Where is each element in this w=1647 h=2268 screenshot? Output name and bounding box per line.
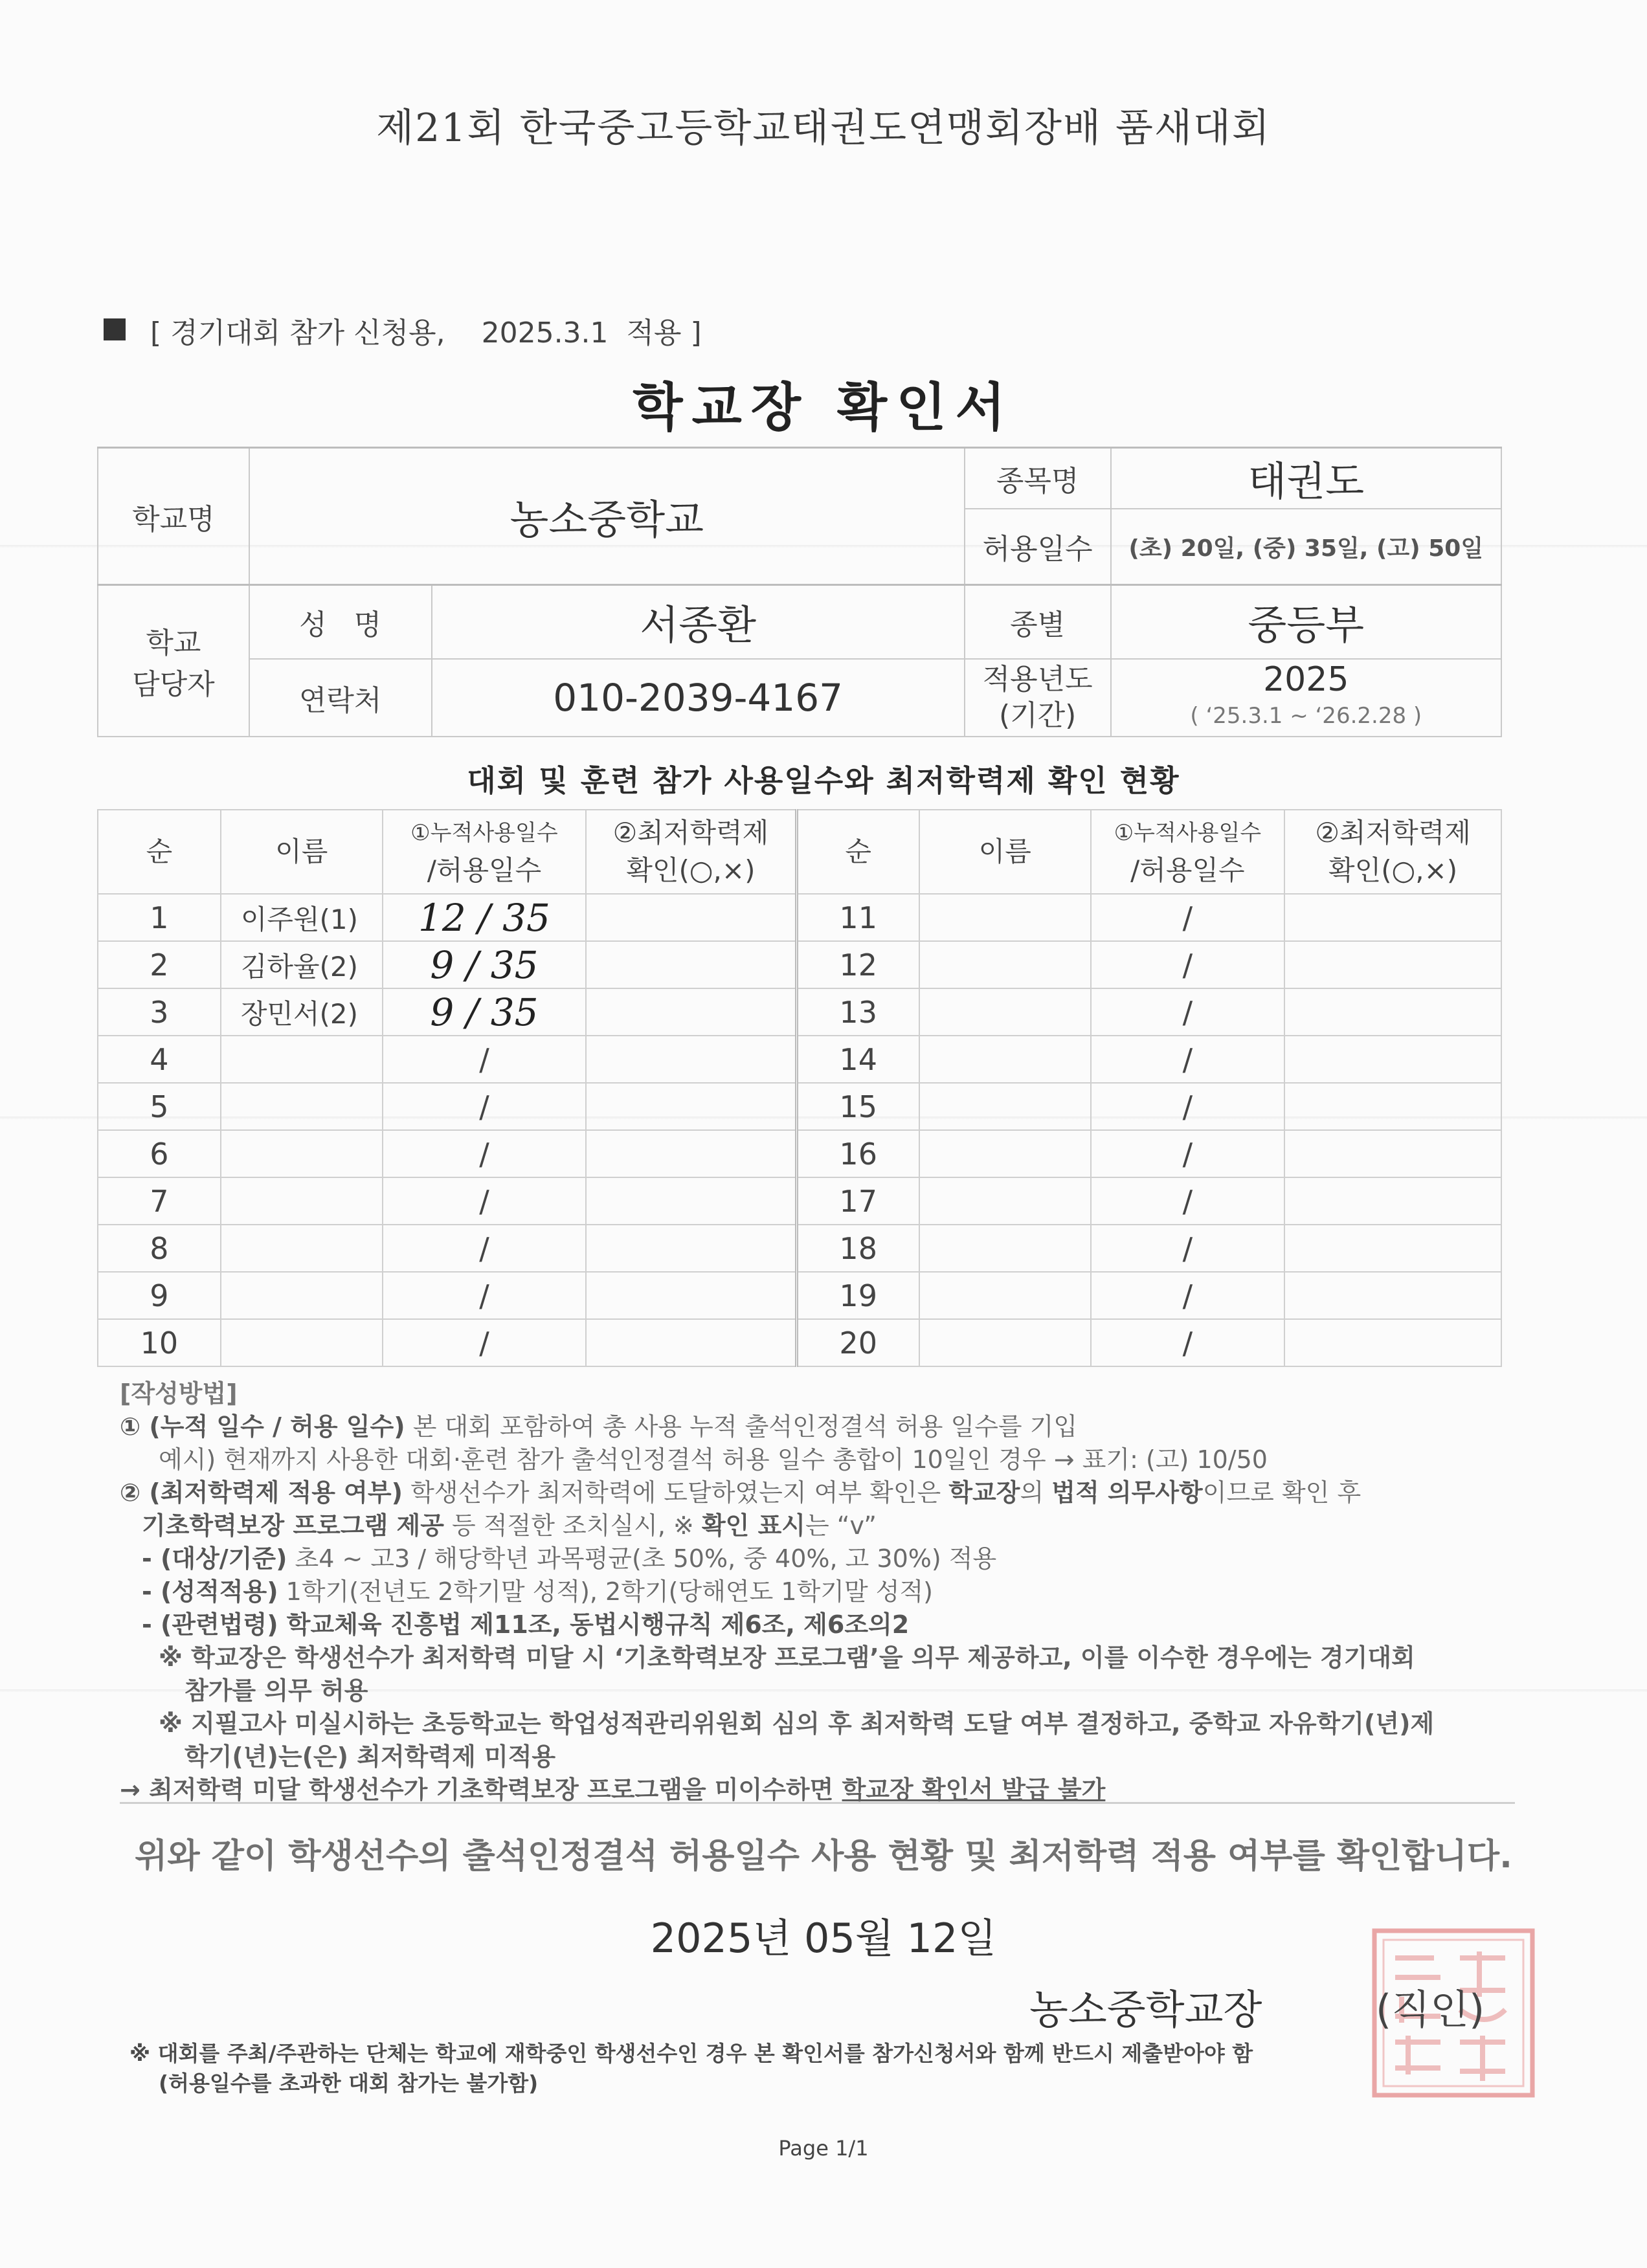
col-header-name: 이름 [919, 810, 1091, 894]
instruction-bold: ① (누적 일수 / 허용 일수) [120, 1412, 405, 1441]
division-label: 종별 [965, 585, 1111, 659]
event-label: 종목명 [965, 448, 1111, 509]
instruction-bold: 기초학력보장 프로그램 제공 [142, 1511, 444, 1540]
row-no: 15 [796, 1083, 919, 1130]
teacher-name-label: 성 명 [249, 585, 432, 659]
school-name-label: 학교명 [98, 448, 249, 585]
instruction-bold: - (대상/기준) [142, 1544, 287, 1573]
instruction-text: 1학기(전년도 2학기말 성적), 2학기(당해연도 1학기말 성적) [278, 1577, 934, 1606]
student-name [919, 1177, 1091, 1225]
row-no: 12 [796, 941, 919, 988]
row-no: 10 [98, 1319, 221, 1366]
col-header-days-line-2: /허용일수 [1130, 854, 1245, 886]
days-used: / [1091, 894, 1285, 941]
days-used: 9 / 35 [383, 988, 587, 1036]
table-row [98, 1272, 1501, 1319]
instruction-text: 등 적절한 조치실시, ※ [443, 1511, 702, 1540]
days-used: / [1091, 1130, 1285, 1177]
instruction-line: ※ 지필고사 미실시하는 초등학교는 학업성적관리위원회 심의 후 최저학력 도달 여부 결정하고, 중학교 자유학기(년)제 [159, 1709, 1435, 1738]
student-name: 김하율(2) [221, 941, 383, 988]
col-header-days-line-1: ①누적사용일수 [410, 820, 558, 846]
student-name [919, 988, 1091, 1036]
days-used: / [1091, 988, 1285, 1036]
min-grade-check [1284, 1130, 1501, 1177]
student-name [919, 1130, 1091, 1177]
row-no: 16 [796, 1130, 919, 1177]
allowed-days-label: 허용일수 [965, 509, 1111, 585]
row-no: 9 [98, 1272, 221, 1319]
days-used: / [1091, 1272, 1285, 1319]
col-header-days-line-1: ①누적사용일수 [1114, 820, 1262, 846]
student-name [919, 1319, 1091, 1366]
instruction-line: 학기(년)는(은) 최저학력제 미적용 [185, 1742, 556, 1771]
min-grade-check [586, 988, 796, 1036]
days-used: / [1091, 1083, 1285, 1130]
footnote [129, 2039, 1521, 2098]
row-no: 11 [796, 894, 919, 941]
table-row [98, 1130, 1501, 1177]
min-grade-check [1284, 894, 1501, 941]
year-number: 2025 [1263, 660, 1349, 699]
student-name [221, 1225, 383, 1272]
footnote-line-1: ※ 대회를 주최/주관하는 단체는 학교에 재학중인 학생선수인 경우 본 확인서를 참가신청서와 함께 반드시 제출받아야 함 [129, 2041, 1253, 2066]
contact-label: 연락처 [249, 659, 432, 737]
page-number: Page 1/1 [778, 2136, 869, 2161]
row-no: 13 [796, 988, 919, 1036]
min-grade-check [586, 1319, 796, 1366]
year-period: ( ‘25.3.1 ~ ‘26.2.28 ) [1190, 702, 1422, 729]
row-no: 1 [98, 894, 221, 941]
row-no: 18 [796, 1225, 919, 1272]
student-name [221, 1177, 383, 1225]
days-used: / [1091, 1319, 1285, 1366]
teacher-name-value: 서종환 [432, 585, 965, 659]
page-title: 학교장 확인서 [633, 377, 1014, 438]
instruction-line: 참가를 의무 허용 [185, 1676, 368, 1705]
min-grade-check [1284, 1272, 1501, 1319]
footnote-line-2: (허용일수를 초과한 대회 참가는 불가함) [159, 2071, 539, 2096]
table-row [98, 1083, 1501, 1130]
row-no: 17 [796, 1177, 919, 1225]
year-label-line-2: (기간) [998, 698, 1077, 732]
instruction-text: → 최저학력 미달 학생선수가 기초학력보장 프로그램을 미이수하면 [120, 1775, 842, 1804]
instruction-bold: - (성적적용) [142, 1577, 278, 1606]
instruction-line: ※ 학교장은 학생선수가 최저학력 미달 시 ‘기초학력보장 프로그램’을 의무 제공하고, 이를 이수한 경우에는 경기대회 [159, 1643, 1415, 1672]
instruction-line [120, 1575, 1544, 1608]
student-name [919, 1225, 1091, 1272]
days-used: 9 / 35 [383, 941, 587, 988]
principal-signature-line: 농소중학교장 [1029, 1986, 1262, 2033]
days-used: / [383, 1036, 587, 1083]
student-name [221, 1272, 383, 1319]
min-grade-check [1284, 1036, 1501, 1083]
days-used: / [383, 1130, 587, 1177]
col-header-check [1284, 810, 1501, 894]
col-header-check-line-2: 확인(○,×) [626, 854, 756, 886]
seal-label: (직인) [1376, 1986, 1485, 2033]
col-header-check-line-1: ②최저학력제 [612, 817, 769, 849]
col-header-days-line-2: /허용일수 [427, 854, 542, 886]
min-grade-check [1284, 1319, 1501, 1366]
application-note: [ 경기대회 참가 신청용, 2025.3.1 적용 ] [150, 317, 702, 350]
teacher-label-line-1: 학교 [146, 626, 201, 660]
student-name [221, 1036, 383, 1083]
col-header-check [586, 810, 796, 894]
instruction-text: 는 “v” [805, 1511, 877, 1540]
min-grade-check [1284, 1083, 1501, 1130]
teacher-label [98, 585, 249, 737]
min-grade-check [586, 894, 796, 941]
allowed-days-value: (초) 20일, (중) 35일, (고) 50일 [1111, 509, 1501, 585]
student-name [919, 941, 1091, 988]
col-header-no: 순 [98, 810, 221, 894]
table-row [98, 941, 1501, 988]
min-grade-check [1284, 941, 1501, 988]
col-header-days [383, 810, 587, 894]
table-row [98, 1319, 1501, 1366]
instruction-text: 초4 ~ 고3 / 해당학년 과목평균(초 50%, 중 40%, 고 30%) 적용 [287, 1544, 997, 1573]
min-grade-check [1284, 1177, 1501, 1225]
min-grade-check [586, 1272, 796, 1319]
instruction-line [120, 1608, 1544, 1641]
days-used: / [1091, 941, 1285, 988]
row-no: 6 [98, 1130, 221, 1177]
teacher-label-line-2: 담당자 [132, 667, 215, 701]
instruction-bold: 법적 의무사항 [1051, 1478, 1203, 1507]
year-label-line-1: 적용년도 [982, 662, 1093, 696]
student-name [919, 1083, 1091, 1130]
instruction-line [120, 1410, 1544, 1443]
divider [120, 1802, 1515, 1804]
min-grade-check [586, 1036, 796, 1083]
days-used: / [1091, 1225, 1285, 1272]
student-name [919, 894, 1091, 941]
days-used: / [383, 1272, 587, 1319]
days-used: 12 / 35 [383, 894, 587, 941]
col-header-days [1091, 810, 1285, 894]
student-name [919, 1272, 1091, 1319]
instruction-text: 이므로 확인 후 [1202, 1478, 1361, 1507]
year-label [965, 659, 1111, 737]
school-info-table [97, 447, 1502, 737]
instruction-bold: 학교체육 진흥법 제11조, 동법시행규칙 제6조, 제6조의2 [278, 1610, 910, 1639]
table-row [98, 1225, 1501, 1272]
student-name: 이주원(1) [221, 894, 383, 941]
school-name-value: 농소중학교 [249, 448, 965, 585]
issue-date: 2025년 05월 12일 [650, 1915, 997, 1962]
days-used: / [383, 1177, 587, 1225]
student-name: 장민서(2) [221, 988, 383, 1036]
year-value [1111, 659, 1501, 737]
competition-title: 제21회 한국중고등학교태권도연맹회장배 품새대회 [376, 106, 1271, 151]
instruction-line [120, 1542, 1544, 1575]
roster-table [97, 809, 1502, 1367]
instruction-underlined: 학교장 확인서 발급 불가 [842, 1775, 1106, 1804]
instruction-bold: 학교장 [948, 1478, 1020, 1507]
min-grade-check [586, 1225, 796, 1272]
row-no: 20 [796, 1319, 919, 1366]
row-no: 4 [98, 1036, 221, 1083]
instruction-bold: ② (최저학력제 적용 여부) [120, 1478, 403, 1507]
row-no: 5 [98, 1083, 221, 1130]
instruction-line [120, 1509, 1544, 1542]
row-no: 19 [796, 1272, 919, 1319]
days-used: / [383, 1225, 587, 1272]
min-grade-check [586, 1177, 796, 1225]
student-name [919, 1036, 1091, 1083]
col-header-check-line-2: 확인(○,×) [1328, 854, 1458, 886]
confirmation-statement: 위와 같이 학생선수의 출석인정결석 허용일수 사용 현황 및 최저학력 적용 여부를 확인합니다. [135, 1837, 1512, 1876]
days-used: / [1091, 1036, 1285, 1083]
event-value: 태권도 [1111, 448, 1501, 509]
col-header-name: 이름 [221, 810, 383, 894]
table-row [98, 1177, 1501, 1225]
instruction-bold: - (관련법령) [142, 1610, 278, 1639]
division-value: 중등부 [1111, 585, 1501, 659]
min-grade-check [1284, 1225, 1501, 1272]
instruction-line [120, 1476, 1544, 1509]
table-row [98, 894, 1501, 941]
col-header-check-line-1: ②최저학력제 [1315, 817, 1471, 849]
days-used: / [1091, 1177, 1285, 1225]
student-name [221, 1130, 383, 1177]
bullet-square-icon [104, 318, 126, 340]
min-grade-check [586, 941, 796, 988]
min-grade-check [586, 1130, 796, 1177]
instructions-block [120, 1377, 1544, 1807]
instruction-text: 의 [1020, 1478, 1052, 1507]
instruction-line: 예시) 현재까지 사용한 대회·훈련 참가 출석인정결석 허용 일수 총합이 10일인 경우 → 표기: (고) 10/50 [159, 1445, 1268, 1474]
contact-value: 010-2039-4167 [432, 659, 965, 737]
days-used: / [383, 1083, 587, 1130]
student-name [221, 1319, 383, 1366]
row-no: 2 [98, 941, 221, 988]
min-grade-check [1284, 988, 1501, 1036]
instruction-text: 본 대회 포함하여 총 사용 누적 출석인정결석 허용 일수를 기입 [405, 1412, 1078, 1441]
student-name [221, 1083, 383, 1130]
row-no: 14 [796, 1036, 919, 1083]
row-no: 8 [98, 1225, 221, 1272]
table-row [98, 1036, 1501, 1083]
row-no: 7 [98, 1177, 221, 1225]
col-header-no: 순 [796, 810, 919, 894]
row-no: 3 [98, 988, 221, 1036]
instruction-text: 학생선수가 최저학력에 도달하였는지 여부 확인은 [402, 1478, 949, 1507]
section-title: 대회 및 훈련 참가 사용일수와 최저학력제 확인 현황 [467, 763, 1180, 798]
instruction-bold: 확인 표시 [701, 1511, 806, 1540]
instructions-title: [작성방법] [120, 1379, 238, 1408]
days-used: / [383, 1319, 587, 1366]
min-grade-check [586, 1083, 796, 1130]
table-row [98, 988, 1501, 1036]
